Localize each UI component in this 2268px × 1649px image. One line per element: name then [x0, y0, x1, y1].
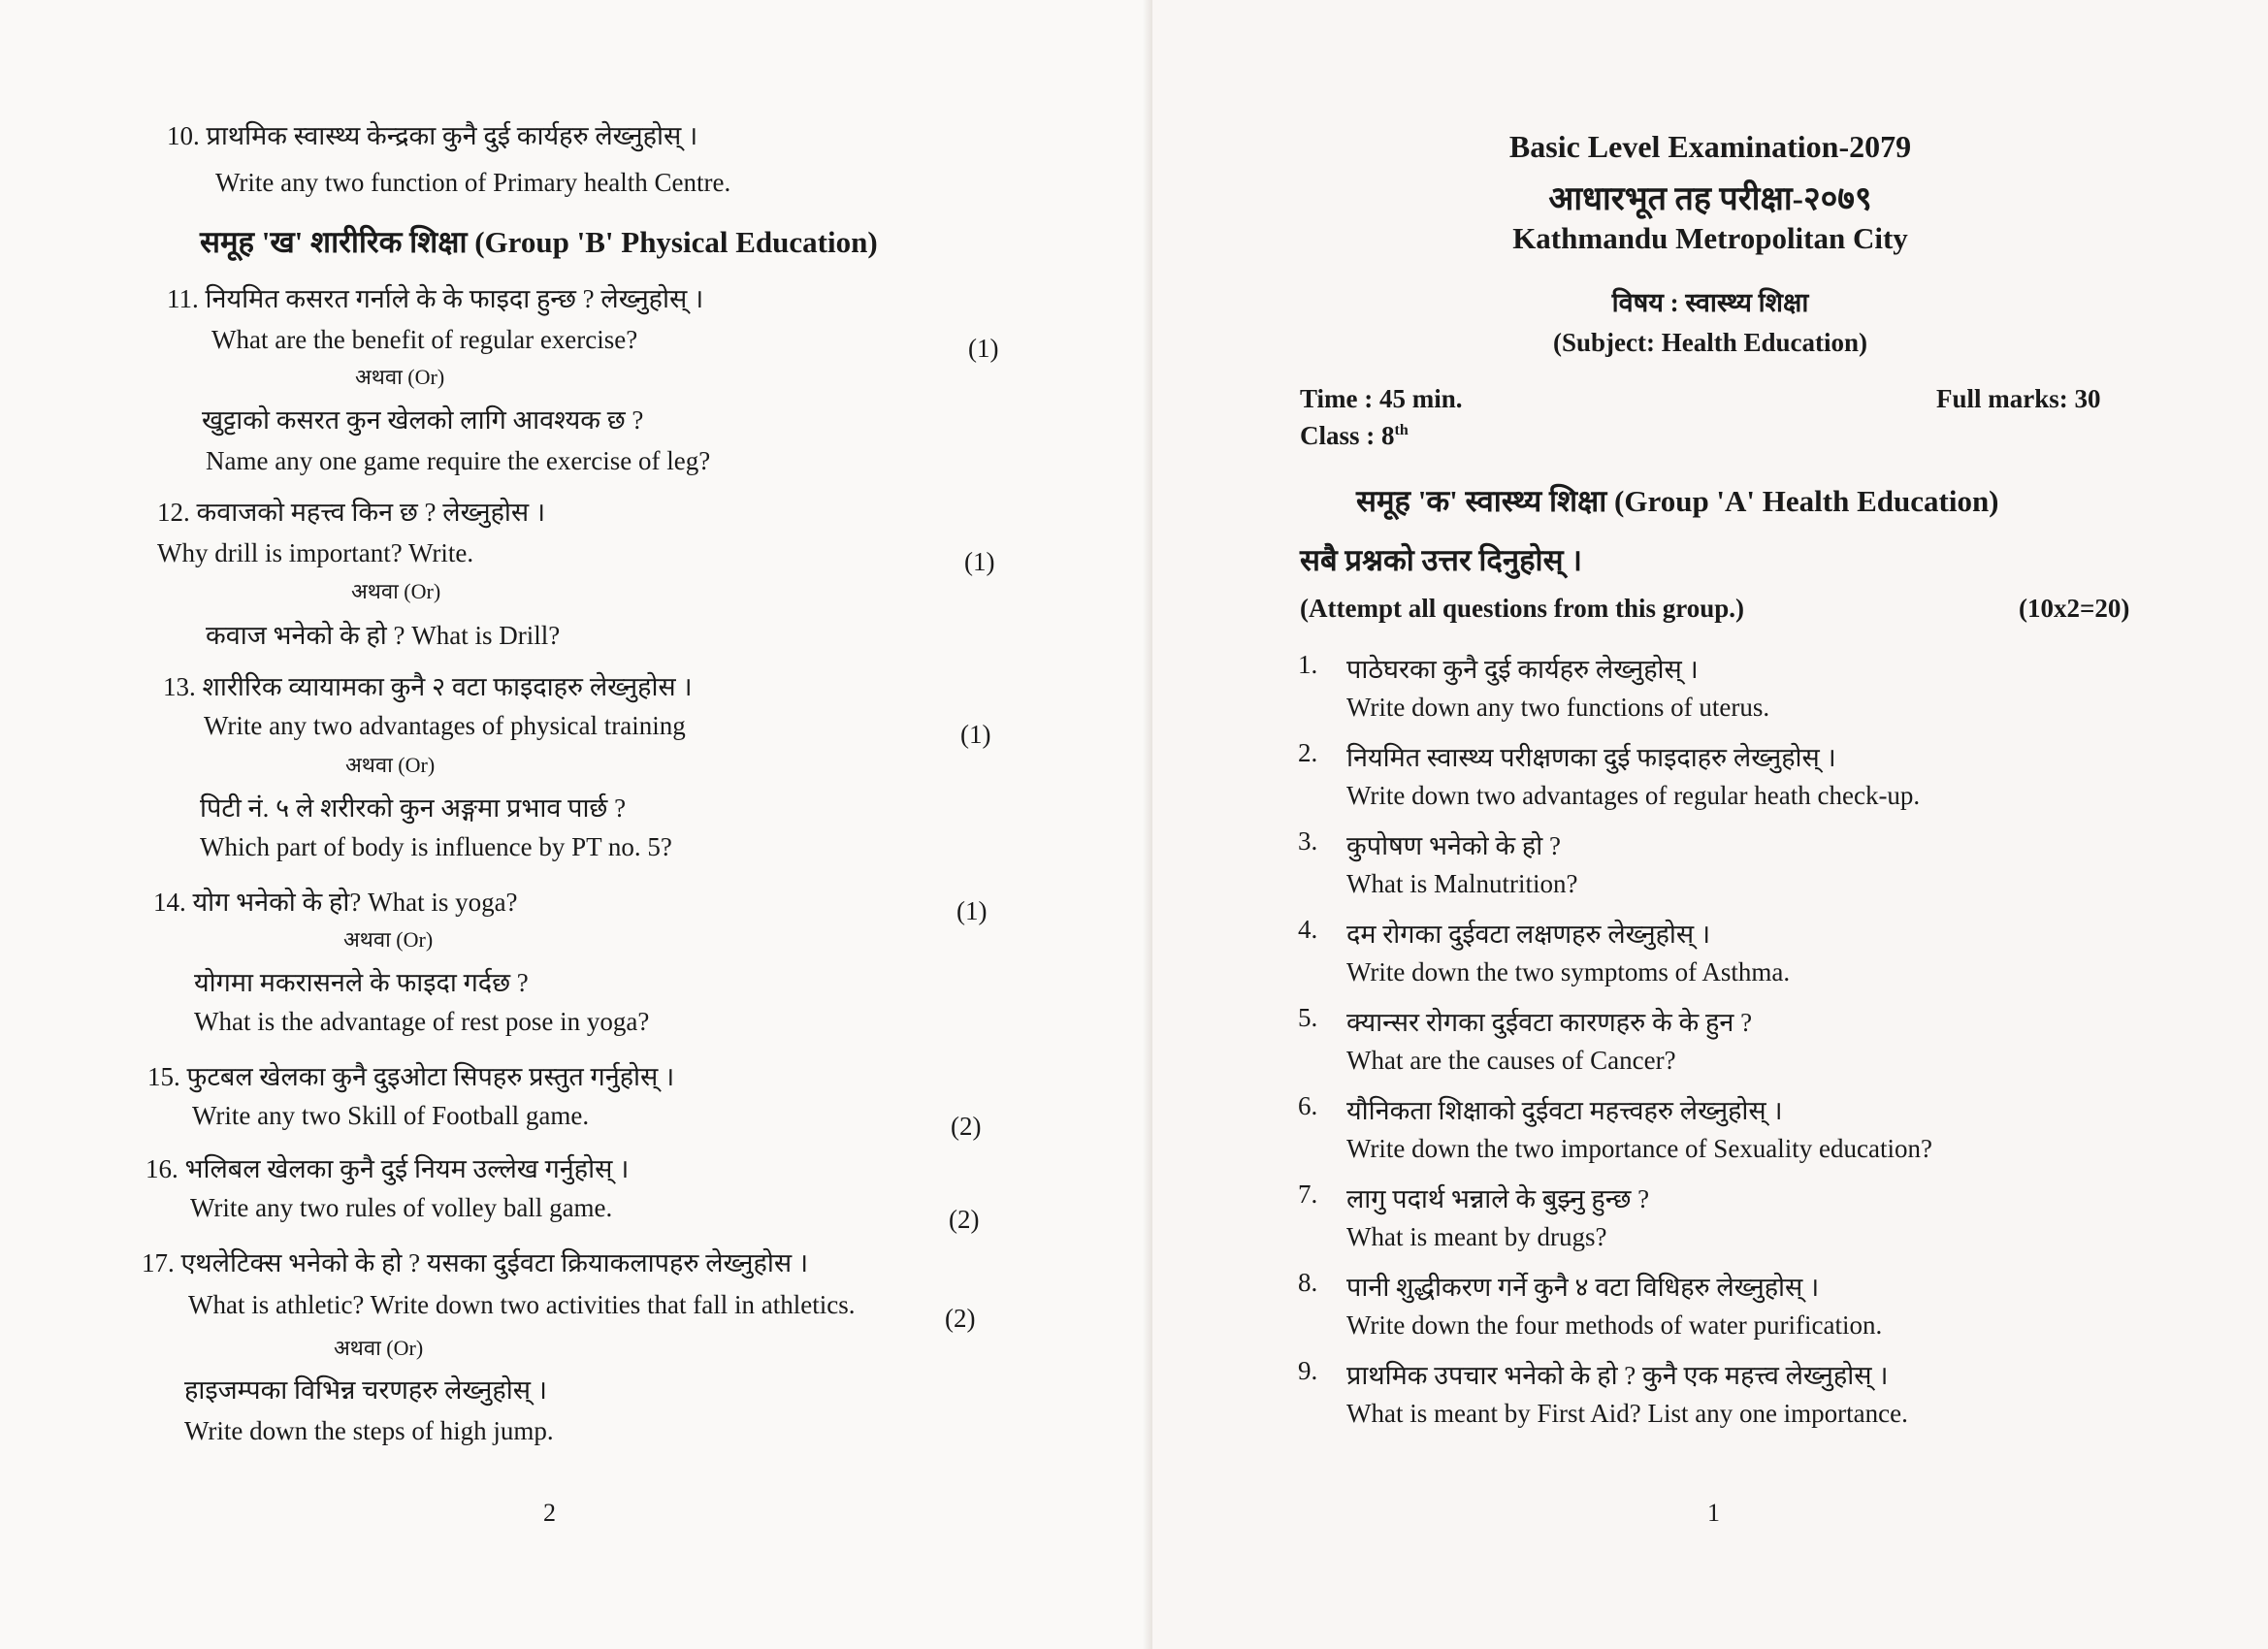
- q12-text: 12. कवाजको महत्त्व किन छ ? लेख्नुहोस ।: [157, 498, 546, 527]
- instruction-english: (Attempt all questions from this group.): [1300, 594, 1745, 623]
- q11-alt-english: Name any one game require the exercise of leg?: [206, 446, 711, 475]
- q12-alt-text: कवाज भनेको के हो ? What is Drill?: [206, 621, 561, 650]
- class-label-text: Class : 8: [1300, 421, 1395, 450]
- question-number: 7.: [1298, 1180, 1318, 1209]
- q14-alt-text: योगमा मकरासनले के फाइदा गर्दछ ?: [194, 968, 529, 997]
- question-english: Write down the two symptoms of Asthma.: [1346, 957, 1791, 986]
- question-nepali: प्राथमिक उपचार भनेको के हो ? कुनै एक महत्त्व लेख्नुहोस् ।: [1346, 1361, 1889, 1390]
- question-english: Write down the two importance of Sexuality education?: [1346, 1134, 1932, 1163]
- q17-or-label: अथवा (Or): [334, 1336, 424, 1360]
- q15-marks: (2): [951, 1112, 982, 1141]
- question-nepali: लागु पदार्थ भन्नाले के बुझ्नु हुन्छ ?: [1346, 1184, 1650, 1213]
- page-number: 2: [543, 1499, 556, 1527]
- question-nepali: नियमित स्वास्थ्य परीक्षणका दुई फाइदाहरु लेख्नुहोस् ।: [1346, 743, 1836, 772]
- question-english: What is meant by drugs?: [1346, 1222, 1607, 1251]
- question-number: 2.: [1298, 738, 1318, 767]
- q13-english: Write any two advantages of physical training: [204, 711, 686, 740]
- q15-text: 15. फुटबल खेलका कुनै दुइओटा सिपहरु प्रस्तुत गर्नुहोस् ।: [147, 1062, 675, 1091]
- q14-or-label: अथवा (Or): [343, 927, 434, 952]
- q17-english: What is athletic? Write down two activities that fall in athletics.: [188, 1290, 856, 1319]
- q16-text: 16. भलिबल खेलका कुनै दुई नियम उल्लेख गर्नुहोस् ।: [146, 1154, 630, 1183]
- question-english: What is Malnutrition?: [1346, 869, 1578, 898]
- q12-marks: (1): [964, 547, 995, 576]
- q17-marks: (2): [945, 1304, 976, 1333]
- group-a-heading: समूह 'क' स्वास्थ्य शिक्षा (Group 'A' Health Education): [1356, 484, 1999, 518]
- question-nepali: पानी शुद्धीकरण गर्ने कुनै ४ वटा विधिहरु लेख्नुहोस् ।: [1346, 1273, 1820, 1302]
- q13-or-label: अथवा (Or): [345, 753, 436, 777]
- exam-title-english: Basic Level Examination-2079: [1508, 129, 1912, 164]
- q14-alt-english: What is the advantage of rest pose in yoga?: [194, 1007, 650, 1036]
- right-page: [1152, 0, 2268, 1649]
- q11-alt-text: खुट्टाको कसरत कुन खेलको लागि आवश्यक छ ?: [202, 405, 644, 435]
- q10-text: 10. प्राथमिक स्वास्थ्य केन्द्रका कुनै दुई कार्यहरु लेख्नुहोस् ।: [167, 121, 698, 150]
- q16-english: Write any two rules of volley ball game.: [190, 1193, 613, 1222]
- question-number: 5.: [1298, 1003, 1318, 1032]
- q11-or-label: अथवा (Or): [355, 365, 445, 389]
- group-a-marks: (10x2=20): [2019, 594, 2130, 623]
- q13-text: 13. शारीरिक व्यायामका कुनै २ वटा फाइदाहरु लेख्नुहोस ।: [163, 672, 693, 701]
- q11-marks: (1): [968, 334, 999, 363]
- q10-english: Write any two function of Primary health Centre.: [215, 168, 731, 197]
- subject-english: (Subject: Health Education): [1553, 328, 1867, 357]
- question-english: What is meant by First Aid? List any one importance.: [1346, 1399, 1908, 1428]
- question-number: 3.: [1298, 826, 1318, 856]
- q12-or-label: अथवा (Or): [351, 579, 441, 603]
- question-number: 6.: [1298, 1091, 1318, 1120]
- q14-text: 14. योग भनेको के हो? What is yoga?: [153, 888, 518, 917]
- time-label: Time : 45 min.: [1300, 384, 1463, 413]
- exam-title-nepali: आधारभूत तह परीक्षा-२०७९: [1548, 181, 1872, 217]
- instruction-nepali: सबै प्रश्नको उत्तर दिनुहोस् ।: [1300, 543, 1583, 577]
- question-nepali: क्यान्सर रोगका दुईवटा कारणहरु के के हुन ?: [1346, 1008, 1753, 1037]
- q13-alt-text: पिटी नं. ५ ले शरीरको कुन अङ्गमा प्रभाव पार्छ ?: [200, 793, 627, 823]
- group-b-heading: समूह 'ख' शारीरिक शिक्षा (Group 'B' Physical Education): [200, 225, 878, 259]
- q11-english: What are the benefit of regular exercise?: [211, 325, 638, 354]
- question-nepali: कुपोषण भनेको के हो ?: [1346, 831, 1561, 860]
- page-number: 1: [1707, 1499, 1720, 1527]
- subject-nepali: विषय : स्वास्थ्य शिक्षा: [1611, 288, 1809, 317]
- question-english: Write down two advantages of regular heath check-up.: [1346, 781, 1921, 810]
- q17-text: 17. एथलेटिक्स भनेको के हो ? यसका दुईवटा क्रियाकलापहरु लेख्नुहोस ।: [142, 1248, 809, 1277]
- full-marks: Full marks: 30: [1936, 384, 2101, 413]
- q16-marks: (2): [949, 1205, 980, 1234]
- q15-english: Write any two Skill of Football game.: [192, 1101, 590, 1130]
- q17-alt-english: Write down the steps of high jump.: [184, 1416, 554, 1445]
- city-name: Kathmandu Metropolitan City: [1512, 221, 1908, 255]
- q13-alt-english: Which part of body is influence by PT no. 5?: [200, 832, 672, 861]
- question-nepali: दम रोगका दुईवटा लक्षणहरु लेख्नुहोस् ।: [1346, 920, 1711, 949]
- question-english: Write down any two functions of uterus.: [1346, 693, 1770, 722]
- q17-alt-text: हाइजम्पका विभिन्न चरणहरु लेख्नुहोस् ।: [184, 1375, 547, 1405]
- q11-text: 11. नियमित कसरत गर्नाले के के फाइदा हुन्छ ? लेख्नुहोस् ।: [167, 284, 704, 313]
- question-nepali: पाठेघरका कुनै दुई कार्यहरु लेख्नुहोस् ।: [1346, 655, 1699, 684]
- class-label: [1300, 421, 1409, 451]
- class-label-sup: th: [1394, 422, 1409, 438]
- question-english: What are the causes of Cancer?: [1346, 1046, 1676, 1075]
- question-english: Write down the four methods of water purification.: [1346, 1310, 1883, 1340]
- q13-marks: (1): [960, 720, 991, 749]
- question-nepali: यौनिकता शिक्षाको दुईवटा महत्त्वहरु लेख्नुहोस् ।: [1346, 1096, 1783, 1125]
- q12-english: Why drill is important? Write.: [157, 538, 474, 567]
- question-number: 1.: [1298, 650, 1318, 679]
- question-number: 8.: [1298, 1268, 1318, 1297]
- question-number: 4.: [1298, 915, 1318, 944]
- q14-marks: (1): [956, 896, 988, 925]
- question-number: 9.: [1298, 1356, 1318, 1385]
